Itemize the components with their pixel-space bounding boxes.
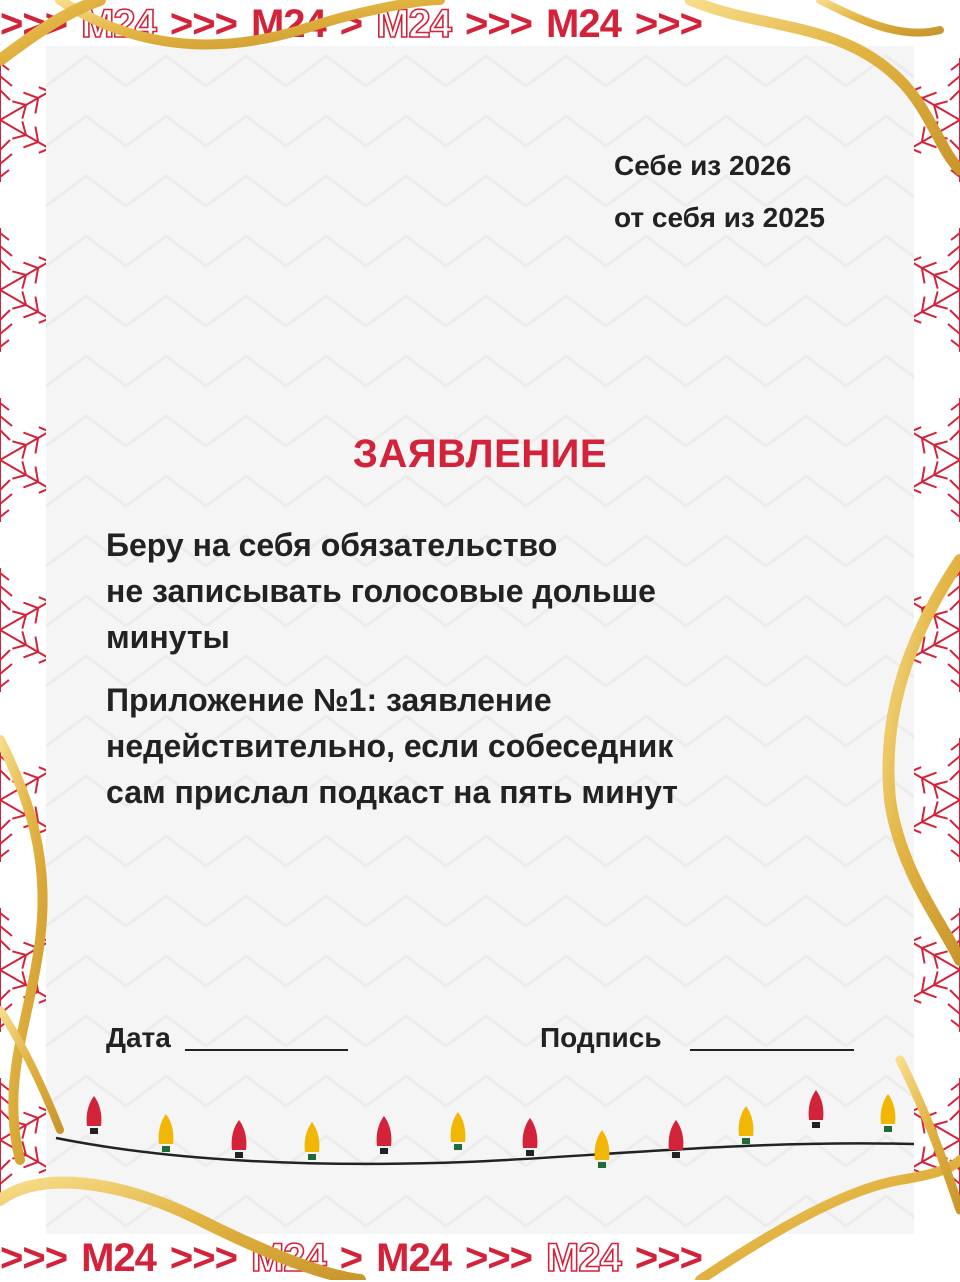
snowflake-border-right [914, 40, 960, 1240]
light-bulb [739, 1106, 754, 1144]
arrows-mark: >>> [0, 2, 68, 46]
light-bulb [377, 1116, 392, 1154]
light-bulb [305, 1122, 320, 1160]
arrows-mark: >>> [464, 1236, 533, 1280]
date-line [185, 1049, 348, 1051]
snowflake-strip-left [0, 40, 46, 1240]
snowflake-border-left [0, 40, 46, 1240]
sender-line: от себя из 2025 [614, 202, 825, 233]
signature-label: Подпись [540, 1022, 662, 1053]
appendix-line: Приложение №1: заявление [106, 682, 552, 718]
brand-band-bottom [0, 1234, 960, 1282]
light-bulb [881, 1094, 896, 1132]
address-block [614, 140, 825, 244]
logo-m24-solid: M24 [546, 2, 621, 46]
arrows-mark: >>> [464, 2, 533, 46]
arrows-mark: >>> [169, 1236, 237, 1280]
arrows-mark: >>> [634, 1236, 702, 1280]
arrows-mark: >>> [0, 1236, 68, 1280]
light-bulb [159, 1114, 174, 1152]
brand-band-top [0, 0, 960, 48]
statement-line: не записывать голосовые дольше [106, 573, 656, 609]
logo-m24-solid: M24 [81, 1236, 156, 1280]
string-lights [46, 1090, 914, 1200]
statement-line: Беру на себя обязательство [106, 527, 558, 563]
logo-m24-outline: M24 [546, 1236, 621, 1280]
date-label: Дата [106, 1022, 171, 1053]
light-bulb [232, 1120, 247, 1158]
letter-title: ЗАЯВЛЕНИЕ [352, 432, 608, 476]
statement-line: минуты [106, 619, 230, 655]
arrow-mark: > [339, 2, 363, 46]
arrow-mark: > [339, 1236, 363, 1280]
light-wire [56, 1138, 914, 1164]
snowflake-strip-right [914, 40, 960, 1240]
appendix-line: недействительно, если собеседник [106, 728, 674, 764]
logo-m24-solid: M24 [376, 1236, 451, 1280]
appendix-line: сам прислал подкаст на пять минут [106, 774, 678, 810]
logo-m24-outline: M24 [250, 1236, 326, 1280]
statement-text [106, 522, 826, 660]
light-bulb [523, 1118, 538, 1156]
snowflake-icon [0, 58, 46, 1202]
snowflake-icon [914, 58, 960, 1202]
light-bulb [669, 1120, 684, 1158]
light-bulb [87, 1096, 102, 1134]
logo-m24-solid: M24 [250, 2, 326, 46]
light-bulb [451, 1112, 466, 1150]
logo-m24-outline: M24 [376, 2, 451, 46]
light-bulb [809, 1090, 824, 1128]
arrows-mark: >>> [634, 2, 702, 46]
light-bulb [595, 1130, 610, 1168]
recipient-line: Себе из 2026 [614, 150, 792, 181]
logo-m24-outline: M24 [81, 2, 156, 46]
appendix-text [106, 677, 826, 815]
signature-line [690, 1049, 854, 1051]
arrows-mark: >>> [169, 2, 237, 46]
